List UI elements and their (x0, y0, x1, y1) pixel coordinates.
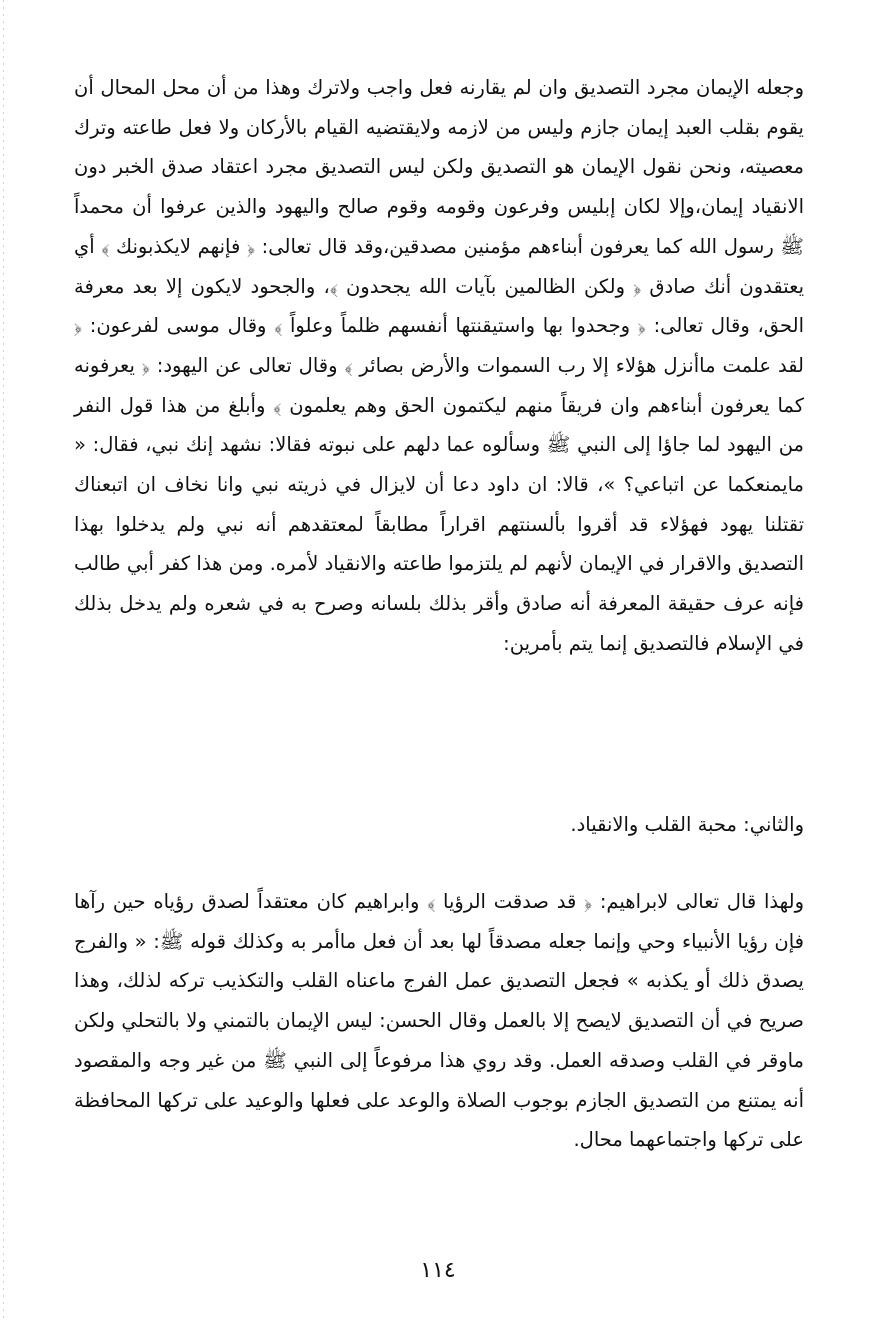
page-number: ١١٤ (420, 1258, 456, 1283)
scan-edge-mark (3, 0, 4, 1323)
paragraph-second-condition: والثاني: محبة القلب والانقياد. (570, 813, 804, 836)
paragraph-abraham-vision: ولهذا قال تعالى لابراهيم: ﴿ قد صدقت الرؤيا ﴾ وابراهيم كان معتقداً لصدق رؤياه حين رآها فإن رؤيا الأنبياء وحي وإنما جعله مصدقاً لها بعد أن فعل ماأمر به وكذلك قوله ﷺ: « والفرج يصدق ذلك أو يكذبه » فجعل التصديق عمل الفرج ماعناه القلب والتكذيب تركه لذلك، وهذا صريح في أن التصديق لايصح إلا بالعمل وقال الحسن: ليس الإيمان بالتمني ولا بالتحلي ولكن ماوقر في القلب وصدقه العمل. وقد روي هذا مرفوعاً إلى النبي ﷺ من غير وجه والمقصود أنه يمتنع من التصديق الجازم بوجوب الصلاة والوعد على فعلها والوعيد على تركها المحافظة على تركها واجتماعهما محال. (74, 890, 804, 1152)
paragraph-faith-definition: وجعله الإيمان مجرد التصديق وان لم يقارنه فعل واجب ولاترك وهذا من أن محل المحال أن يقوم بقلب العبد إيمان جازم وليس من لازمه ولايقتضيه القيام بالأركان ولا فعل طاعته وترك معصيته، ونحن نقول الإيمان هو التصديق ولكن ليس التصديق مجرد اعتقاد صدق الخبر دون الانقياد إيمان،وإلا لكان إبليس وفرعون وقومه وقوم صالح واليهود والذين عرفوا أن محمداً ﷺ رسول الله كما يعرفون أبناءهم مؤمنين مصدقين،وقد قال تعالى: ﴿ فإنهم لايكذبونك ﴾ أي يعتقدون أنك صادق ﴿ ولكن الظالمين بآيات الله يجحدون ﴾، والجحود لايكون إلا بعد معرفة الحق، وقال تعالى: ﴿ وجحدوا بها واستيقنتها أنفسهم ظلماً وعلواً ﴾ وقال موسى لفرعون: ﴿ لقد علمت ماأنزل هؤلاء إلا رب السموات والأرض بصائر ﴾ وقال تعالى عن اليهود: ﴿ يعرفونه كما يعرفون أبناءهم وان فريقاً منهم ليكتمون الحق وهم يعلمون ﴾ وأبلغ من هذا قول النفر من اليهود لما جاؤا إلى النبي ﷺ وسألوه عما دلهم على نبوته فقالا: نشهد إنك نبي، فقال: « مايمنعكما عن اتباعي؟ »، قالا: ان داود دعا أن لايزال في ذريته نبي وانا نخاف ان اتبعناك تقتلنا يهود فهؤلاء قد أقروا بألسنتهم اقراراً مطابقاً لمعتقدهم أنه نبي ولم يدخلوا بهذا التصديق والاقرار في الإيمان لأنهم لم يلتزموا طاعته والانقياد لأمره. ومن هذا كفر أبي طالب فإنه عرف حقيقة المعرفة أنه صادق وأقر بذلك بلسانه وصرح به في شعره ولم يدخل بذلك في الإسلام فالتصديق إنما يتم بأمرين: (74, 76, 804, 655)
